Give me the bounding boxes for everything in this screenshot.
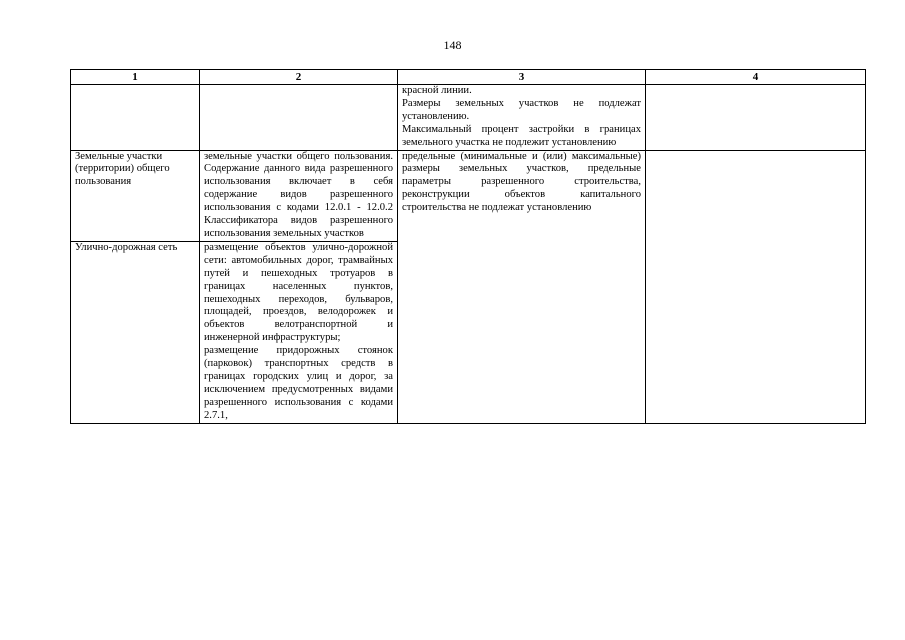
table-header-row: [71, 70, 866, 85]
column-header-4: 4: [646, 70, 866, 85]
row2-col4-cell: [646, 150, 866, 423]
row1-col3-line-2: Размеры земельных участков не подлежат установлению.: [402, 97, 641, 122]
row2-col2-cell: земельные участки общего пользования. Содержание данного вида разрешенного использования включает в себя содержание видов разрешенного использования с кодами 12.0.1 - 12.0.2 Классификатора видов разрешенного использования земельных участков: [200, 150, 398, 241]
row1-col3-line-3: Максимальный процент застройки в границах земельного участка не подлежит установлению: [402, 123, 641, 148]
row3-col2-cell: [200, 241, 398, 423]
row2-col1-cell: Земельные участки (территории) общего пользования: [71, 150, 200, 241]
row1-col3-cell: [398, 85, 646, 151]
column-header-2: 2: [200, 70, 398, 85]
page-number: 148: [443, 38, 462, 52]
table-row: [71, 150, 866, 241]
row2-col3-cell: предельные (минимальные и (или) максимальные) размеры земельных участков, предельные параметры разрешенного строительства, реконструкции объектов капитального строительства не подлежат установлению: [398, 150, 646, 423]
column-header-3: 3: [398, 70, 646, 85]
row3-col1-cell: Улично-дорожная сеть: [71, 241, 200, 423]
row1-col1-cell: [71, 85, 200, 151]
row3-col2-line-2: размещение придорожных стоянок (парковок) транспортных средств в границах городских улиц и дорог, за исключением предусмотренных видами разрешенного использования с кодами 2.7.1,: [204, 345, 393, 421]
row1-col3-line-1: красной линии.: [402, 85, 472, 96]
row3-col2-line-1: размещение объектов улично-дорожной сети: автомобильных дорог, трамвайных путей и пешеходных тротуаров в границах населенных пунктов, пешеходных переходов, бульваров, площадей, проездов, велодорожек и объектов велотранспортной и инженерной инфраструктуры;: [204, 241, 393, 344]
row1-col4-cell: [646, 85, 866, 151]
zoning-table: [70, 69, 866, 424]
table-row: [71, 85, 866, 151]
column-header-1: 1: [71, 70, 200, 85]
row1-col2-cell: [200, 85, 398, 151]
